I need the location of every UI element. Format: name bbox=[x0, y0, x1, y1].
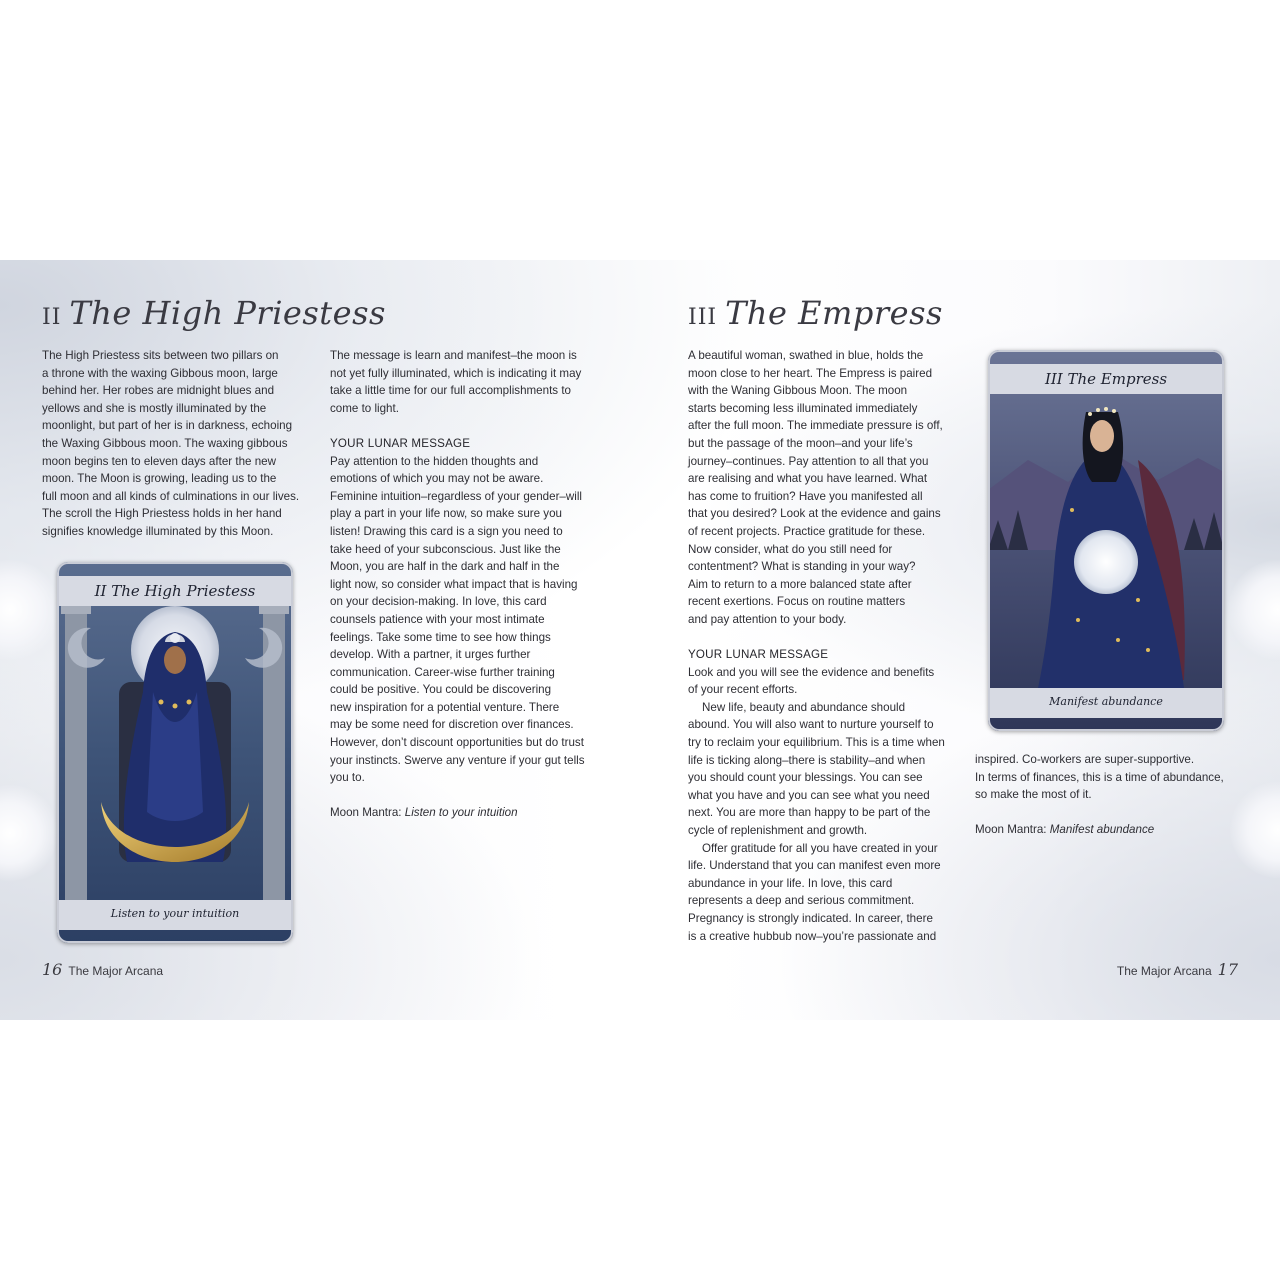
text-line: The High Priestess sits between two pillars on bbox=[42, 349, 279, 362]
text-line: of recent projects. Practice gratitude for these. bbox=[688, 524, 926, 538]
text-line: could be positive. You could be discovering bbox=[330, 683, 552, 697]
text-line: The message is learn and manifest–the moon is bbox=[330, 349, 577, 362]
moon-mantra bbox=[975, 821, 1235, 839]
card-caption: Listen to your intuition bbox=[110, 907, 240, 920]
text-line: so make the most of it. bbox=[975, 788, 1092, 802]
card-title: III The Empress bbox=[1044, 370, 1168, 388]
text-line: on your decision-making. In love, this card bbox=[330, 595, 547, 609]
text-line: you should count your blessings. You can see bbox=[688, 771, 923, 785]
text-line: However, don’t discount opportunities but do trust bbox=[330, 736, 584, 750]
text-line: life is ticking along–there is stability–and when bbox=[688, 753, 926, 767]
page-heading bbox=[42, 294, 386, 332]
text-line: feelings. Take some time to see how things bbox=[330, 630, 551, 644]
text-line: moon begins ten to eleven days after the new bbox=[42, 454, 276, 468]
tarot-card-high-priestess bbox=[57, 562, 293, 943]
page-heading bbox=[688, 294, 943, 332]
text-line: not yet fully illuminated, which is indicating it may bbox=[330, 366, 582, 380]
text-line: and pay attention to your body. bbox=[688, 612, 847, 626]
text-line: communication. Career-wise further training bbox=[330, 665, 555, 679]
text-line: Now consider, what do you still need for bbox=[688, 542, 893, 556]
text-line: are realising and what you have learned. What bbox=[688, 472, 928, 486]
text-line: Feminine intuition–regardless of your gender–will bbox=[330, 489, 582, 503]
text-line: yellows and she is mostly illuminated by the bbox=[42, 401, 267, 415]
text-line: New life, beauty and abundance should bbox=[702, 700, 906, 714]
page-number: 17 bbox=[1217, 960, 1238, 979]
running-head: The Major Arcana bbox=[1116, 964, 1212, 978]
text-line: Pay attention to the hidden thoughts and bbox=[330, 454, 539, 468]
text-line: light now, so consider what impact that is having bbox=[330, 577, 578, 591]
text-line: life. Understand that you can manifest even more bbox=[688, 859, 941, 873]
text-line: the Waxing Gibbous moon. The waxing gibbous bbox=[42, 436, 288, 450]
text-line: journey–continues. Pay attention to all that you bbox=[688, 454, 929, 468]
text-line: Aim to return to a more balanced state after bbox=[688, 577, 912, 591]
text-line: listen! Drawing this card is a sign you need to bbox=[330, 524, 563, 538]
text-line: Pregnancy is strongly indicated. In career, there bbox=[688, 912, 933, 925]
text-line: has come to fruition? Have you manifested all bbox=[688, 489, 923, 503]
text-line: after the full moon. The immediate pressure is off, bbox=[688, 419, 943, 433]
heading-number: II bbox=[42, 305, 62, 330]
moon-decoration bbox=[1228, 560, 1280, 660]
text-line: try to reclaim your equilibrium. This is a time when bbox=[688, 736, 945, 750]
text-line: contentment? What is standing in your way? bbox=[688, 560, 916, 574]
mantra-text: Manifest abundance bbox=[1049, 823, 1155, 837]
text-line: that you desired? Look at the evidence and gains bbox=[688, 507, 941, 521]
page-footer-right bbox=[1117, 960, 1238, 979]
message-paragraph bbox=[330, 453, 600, 787]
card-caption: Manifest abundance bbox=[1049, 695, 1163, 708]
heading-title: The High Priestess bbox=[69, 294, 386, 332]
intro-paragraph bbox=[330, 347, 600, 417]
text-line: of your recent efforts. bbox=[688, 683, 798, 697]
moon-decoration bbox=[0, 785, 58, 881]
text-line: In terms of finances, this is a time of abundance, bbox=[975, 770, 1224, 784]
text-line: what you have and you can see what you need bbox=[688, 788, 930, 802]
mantra-label: Moon Mantra: bbox=[330, 806, 402, 820]
text-line: but the passage of the moon–and your life’s bbox=[688, 436, 913, 450]
text-line: moon. The Moon is growing, leading us to the bbox=[42, 472, 277, 486]
text-line: play a part in your life now, so make sure you bbox=[330, 507, 562, 521]
mantra-text: Listen to your intuition bbox=[404, 806, 518, 820]
text-line: develop. With a partner, it urges further bbox=[330, 648, 531, 662]
moon-decoration bbox=[0, 560, 60, 660]
body-column bbox=[688, 347, 958, 945]
text-line: you to. bbox=[330, 771, 365, 785]
text-line: Moon, you are half in the dark and half in the bbox=[330, 560, 560, 574]
section-subheading: YOUR LUNAR MESSAGE bbox=[330, 436, 471, 450]
heading-title: The Empress bbox=[725, 294, 943, 332]
continuation-paragraph bbox=[975, 751, 1235, 804]
text-line: a throne with the waxing Gibbous moon, large bbox=[42, 366, 278, 380]
text-line: full moon and all kinds of culminations in our lives. bbox=[42, 489, 300, 503]
text-line: inspired. Co-workers are super-supportive. bbox=[975, 753, 1195, 766]
text-line: next. You are more than happy to be part of the bbox=[688, 806, 931, 820]
heading-number: III bbox=[688, 305, 718, 330]
intro-paragraph bbox=[688, 347, 958, 629]
text-line: counsels patience with your most intimate bbox=[330, 612, 545, 626]
text-line: recent exertions. Focus on routine matters bbox=[688, 595, 906, 609]
text-line: The scroll the High Priestess holds in her hand bbox=[42, 507, 282, 521]
text-line: new inspiration for a potential venture. There bbox=[330, 700, 560, 714]
message-paragraph bbox=[688, 840, 958, 946]
text-line: take a little time for our full accomplishments to bbox=[330, 384, 571, 398]
page-footer-left bbox=[42, 960, 163, 979]
text-line: come to light. bbox=[330, 401, 399, 415]
message-paragraph bbox=[688, 699, 958, 840]
text-line: emotions of which you may not be aware. bbox=[330, 472, 544, 486]
text-line: moon close to her heart. The Empress is paired bbox=[688, 366, 933, 380]
text-line: is a creative hubbub now–you’re passionate and bbox=[688, 929, 937, 943]
text-line: cycle of replenishment and growth. bbox=[688, 824, 868, 838]
text-line: signifies knowledge illuminated by this Moon. bbox=[42, 524, 274, 538]
text-line: abound. You will also want to nurture yourself to bbox=[688, 718, 934, 732]
text-line: take heed of your subconscious. Just like the bbox=[330, 542, 561, 556]
running-head: The Major Arcana bbox=[68, 964, 164, 978]
text-line: behind her. Her robes are midnight blues and bbox=[42, 384, 275, 398]
body-column bbox=[330, 347, 600, 822]
section-subheading: YOUR LUNAR MESSAGE bbox=[688, 648, 829, 662]
mantra-label: Moon Mantra: bbox=[975, 823, 1047, 837]
text-line: moonlight, but part of her is in darkness, echoing bbox=[42, 419, 293, 433]
text-line: may be some need for discretion over finances. bbox=[330, 718, 574, 732]
page-number: 16 bbox=[42, 960, 63, 979]
message-paragraph bbox=[688, 664, 958, 699]
card-title: II The High Priestess bbox=[94, 582, 256, 600]
moon-decoration bbox=[1230, 782, 1280, 878]
tarot-card-empress bbox=[988, 350, 1224, 731]
moon-mantra bbox=[330, 804, 600, 822]
text-line: A beautiful woman, swathed in blue, holds the bbox=[688, 349, 924, 362]
text-line: abundance in your life. In love, this card bbox=[688, 876, 893, 890]
body-column bbox=[975, 751, 1235, 839]
text-line: your instincts. Swerve any venture if your gut tells bbox=[330, 753, 585, 767]
text-line: with the Waning Gibbous Moon. The moon bbox=[688, 384, 908, 398]
body-column bbox=[42, 347, 312, 541]
book-spread bbox=[0, 260, 1280, 1020]
text-line: Look and you will see the evidence and benefits bbox=[688, 665, 935, 679]
text-line: Offer gratitude for all you have created in your bbox=[702, 841, 938, 855]
text-line: starts becoming less illuminated immediately bbox=[688, 401, 918, 415]
text-line: represents a deep and serious commitment. bbox=[688, 894, 915, 908]
